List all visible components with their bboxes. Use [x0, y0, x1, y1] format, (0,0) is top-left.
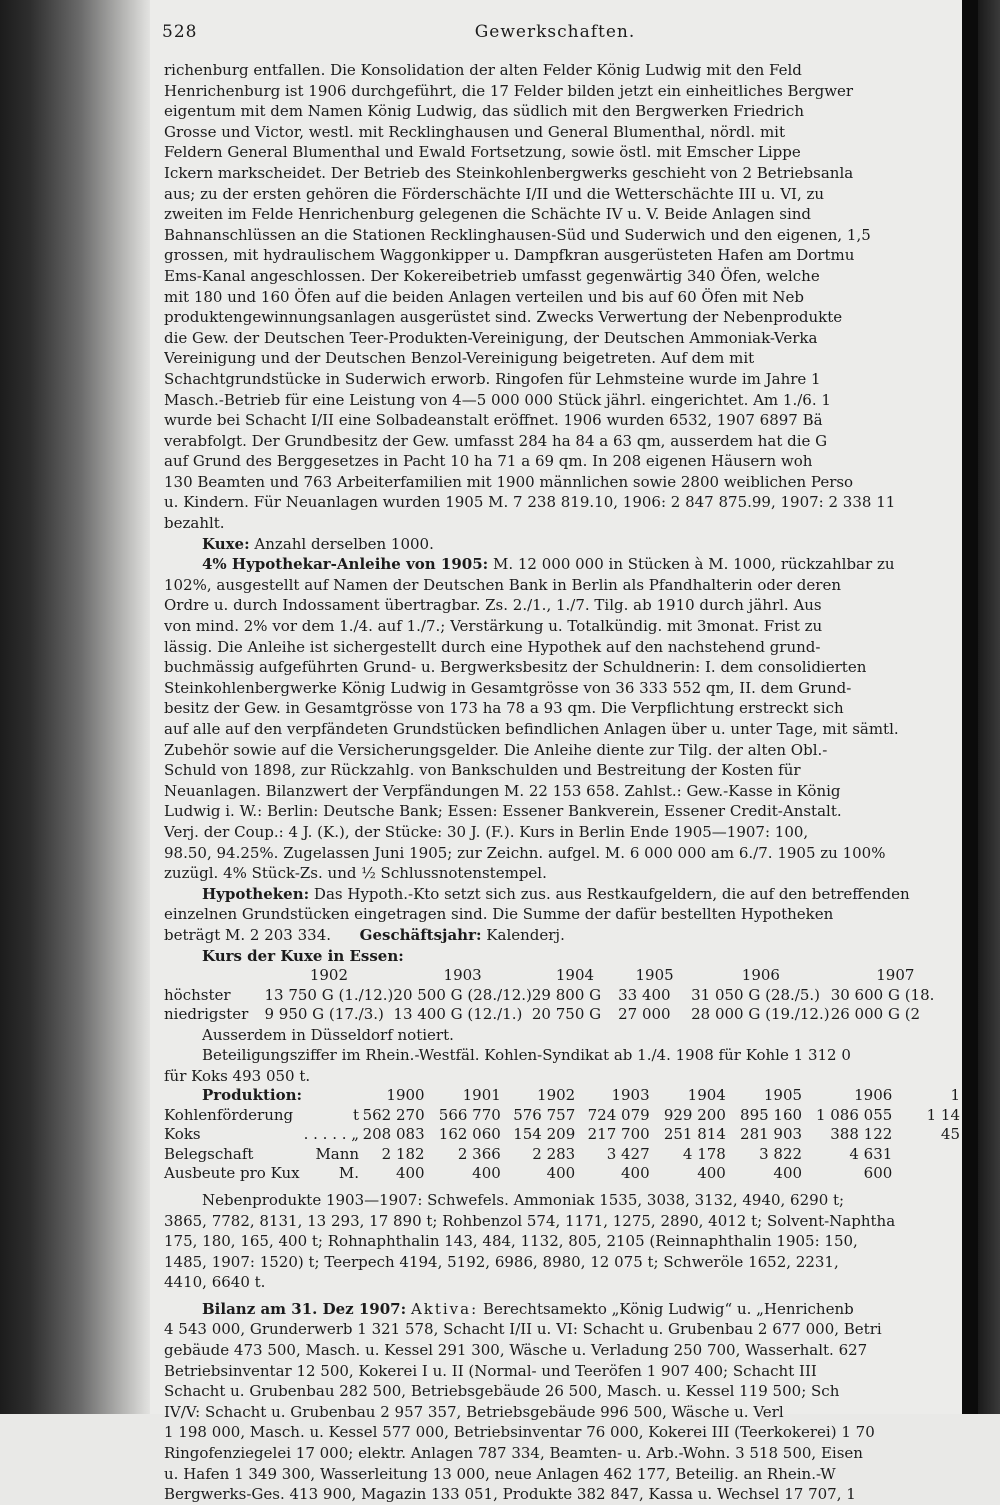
- konsolidation-line: bezahlt.: [164, 514, 225, 533]
- konsolidation-line: zweiten im Felde Henrichenburg gelegenen die Schächte IV u. V. Beide Anlagen sind: [164, 205, 812, 224]
- bilanz-line: IV/V: Schacht u. Grubenbau 2 957 357, Betriebsgebäude 996 500, Wäsche u. Verl: [164, 1402, 784, 1421]
- produktion-header-row: [164, 1086, 960, 1106]
- beteiligung-line-1: Beteiligungsziffer im Rhein.-Westfäl. Kohlen-Syndikat ab 1./4. 1908 für Kohle 1 312 0: [202, 1046, 851, 1065]
- produktion-table-body: [164, 1086, 960, 1184]
- konsolidation-line: Masch.-Betrieb für eine Leistung von 4—5 000 000 Stück jährl. eingerichtet. Am 1./6. 1: [164, 390, 831, 409]
- produktion-value: 895 160: [740, 1105, 803, 1124]
- produktion-year: 1905: [763, 1086, 803, 1105]
- aktiva-label: Aktiva:: [410, 1299, 479, 1318]
- kurs-value: 30 600 G (18.: [830, 985, 935, 1004]
- konsolidation-line: wurde bei Schacht I/II eine Solbadeanstalt eröffnet. 1906 wurden 6532, 1907 6897 Bä: [164, 411, 823, 430]
- anleihe-heading-line: [164, 554, 960, 575]
- anleihe-line: Verj. der Coup.: 4 J. (K.), der Stücke: 30 J. (F.). Kurs in Berlin Ende 1905—1907: 100,: [164, 822, 809, 841]
- bilanz-line: 4 543 000, Grunderwerb 1 321 578, Schacht I/II u. VI: Schacht u. Grubenbau 2 677 000, Betri: [164, 1320, 882, 1339]
- produktion-value: 400: [472, 1164, 501, 1183]
- produktion-unit: t: [353, 1105, 360, 1124]
- produktion-row: [164, 1125, 960, 1145]
- produktion-row-label: Kohlenförderung: [164, 1105, 294, 1124]
- anleihe-first: M. 12 000 000 in Stücken à M. 1000, rückzahlbar zu: [492, 555, 895, 574]
- produktion-value: 724 079: [587, 1105, 650, 1124]
- konsolidation-line: 130 Beamten und 763 Arbeiterfamilien mit 1900 männlichen sowie 2800 weiblichen Perso: [164, 472, 854, 491]
- konsolidation-line: produktengewinnungsanlagen ausgerüstet sind. Zwecks Verwertung der Nebenprodukte: [164, 308, 843, 327]
- anleihe-line: besitz der Gew. in Gesamtgrösse von 173 ha 78 a 93 qm. Die Verpflichtung erstreckt sich: [164, 699, 844, 718]
- anleihe-label: 4% Hypothekar-Anleihe von 1905:: [202, 555, 489, 574]
- kurs-year: 1907: [876, 966, 915, 985]
- produktion-value: 162 060: [438, 1125, 501, 1144]
- produktion-row-label: Belegschaft: [164, 1144, 254, 1163]
- konsolidation-line: aus; zu der ersten gehören die Förderschächte I/II und die Wetterschächte III u. VI, zu: [164, 184, 825, 203]
- kurs-value: 29 800 G: [531, 985, 602, 1004]
- kuxe-text: Anzahl derselben 1000.: [254, 534, 434, 553]
- kurs-value: 27 000: [618, 1005, 671, 1024]
- konsolidation-line: Bahnanschlüssen an die Stationen Recklinghausen-Süd und Suderwich und den eigenen, 1,5: [164, 225, 871, 244]
- produktion-row: [164, 1106, 960, 1126]
- anleihe-line: buchmässig aufgeführten Grund- u. Bergwerksbesitz der Schuldnerin: I. dem consolidierten: [164, 658, 867, 677]
- beteiligung-line-2: für Koks 493 050 t.: [164, 1066, 311, 1085]
- hypotheken-first: Das Hypoth.-Kto setzt sich zus. aus Restkaufgeldern, die auf den betreffenden: [313, 884, 910, 903]
- produktion-value: 208 083: [362, 1125, 425, 1144]
- geschaeftsjahr-value: Kalenderj.: [486, 925, 565, 944]
- produktion-table: [164, 1086, 960, 1184]
- running-title: Gewerkschaften.: [474, 22, 636, 42]
- produktion-value: 562 270: [362, 1105, 425, 1124]
- konsolidation-line: Schachtgrundstücke in Suderwich erworb. Ringofen für Lehmsteine wurde im Jahre 1: [164, 369, 821, 388]
- kurs-value: 13 750 G (1./12.): [264, 985, 394, 1004]
- produktion-value: 45: [940, 1125, 960, 1144]
- konsolidation-line: Ickern markscheidet. Der Betrieb des Steinkohlenbergwerks geschieht von 2 Betriebsanla: [164, 163, 854, 182]
- produktion-value: 576 757: [513, 1105, 576, 1124]
- produktion-value: 3 427: [606, 1144, 650, 1163]
- anleihe-line: 102%, ausgestellt auf Namen der Deutschen Bank in Berlin als Pfandhalterin oder deren: [164, 575, 841, 594]
- scan-left-edge: [0, 0, 150, 1414]
- hypotheken-label: Hypotheken:: [202, 884, 310, 903]
- produktion-value: 154 209: [513, 1125, 576, 1144]
- hypotheken-amount: beträgt M. 2 203 334.: [164, 925, 332, 944]
- produktion-value: 388 122: [830, 1125, 893, 1144]
- nebenprodukte-line: 175, 180, 165, 400 t; Rohnaphthalin 143, 484, 1132, 805, 2105 (Reinnaphthalin 1905: 150,: [164, 1232, 858, 1251]
- anleihe-line: von mind. 2% vor dem 1./4. auf 1./7.; Verstärkung u. Totalkündig. mit 3monat. Frist zu: [164, 617, 823, 636]
- kurs-year: 1903: [443, 966, 482, 985]
- konsolidation-line: Feldern General Blumenthal und Ewald Fortsetzung, sowie östl. mit Emscher Lippe: [164, 143, 801, 162]
- produktion-value: 2 182: [381, 1144, 425, 1163]
- produktion-value: 251 814: [663, 1125, 726, 1144]
- nebenprodukte-line: 3865, 7782, 8131, 13 293, 17 890 t; Rohbenzol 574, 1171, 1275, 2890, 4012 t; Solvent-Naphtha: [164, 1211, 896, 1230]
- produktion-year: 1900: [386, 1086, 425, 1105]
- anleihe-line: zuzügl. 4% Stück-Zs. und ½ Schlussnotenstempel.: [164, 864, 547, 883]
- adjacent-page-sliver: [978, 0, 1000, 1414]
- konsolidation-line: Henrichenburg ist 1906 durchgeführt, die 17 Felder bilden jetzt ein einheitliches Bergwer: [164, 81, 854, 100]
- paragraph-anleihe: [164, 575, 960, 884]
- kurs-year: 1906: [741, 966, 780, 985]
- produktion-unit: Mann: [315, 1144, 360, 1163]
- anleihe-line: Zubehör sowie auf die Versicherungsgelder. Die Anleihe diente zur Tilg. der alten Obl.-: [164, 740, 828, 759]
- produktion-row: [164, 1164, 960, 1184]
- produktion-value: 2 366: [457, 1144, 501, 1163]
- bilanz-label: Bilanz am 31. Dez 1907:: [202, 1299, 407, 1318]
- produktion-value: 1 14: [926, 1105, 960, 1124]
- konsolidation-line: auf Grund des Berggesetzes in Pacht 10 ha 71 a 69 qm. In 208 eigenen Häusern woh: [164, 452, 813, 471]
- document-page: [150, 0, 962, 1504]
- produktion-value: 929 200: [663, 1105, 726, 1124]
- kurs-value: 26 000 G (2: [830, 1005, 921, 1024]
- kurs-row: [164, 986, 960, 1006]
- kurs-table: [164, 966, 960, 1025]
- bilanz-line: Schacht u. Grubenbau 282 500, Betriebsgebäude 26 500, Masch. u. Kessel 119 500; Sch: [164, 1382, 840, 1401]
- konsolidation-line: Ems-Kanal angeschlossen. Der Kokereibetrieb umfasst gegenwärtig 340 Öfen, welche: [164, 266, 820, 285]
- bilanz-line: 1 198 000, Masch. u. Kessel 577 000, Betriebsinventar 76 000, Kokerei III (Teerkokerei) 1 70: [164, 1423, 875, 1442]
- anleihe-line: Ordre u. durch Indossament übertragbar. Zs. 2./1., 1./7. Tilg. ab 1910 durch jährl. Aus: [164, 596, 822, 615]
- produktion-value: 400: [697, 1164, 726, 1183]
- produktion-label: Produktion:: [202, 1086, 303, 1105]
- anleihe-line: 98.50, 94.25%. Zugelassen Juni 1905; zur Zeichn. aufgel. M. 6 000 000 am 6./7. 1905 zu 100%: [164, 843, 886, 862]
- produktion-value: 2 283: [532, 1144, 576, 1163]
- produktion-unit: M.: [338, 1164, 360, 1183]
- kurs-note: Ausserdem in Düsseldorf notiert.: [202, 1025, 454, 1044]
- kurs-value: 28 000 G (19./12.): [691, 1005, 830, 1024]
- produktion-year: 1904: [687, 1086, 726, 1105]
- kurs-value: 20 500 G (28./12.): [393, 985, 532, 1004]
- page-number: 528: [162, 22, 198, 42]
- geschaeftsjahr-label: Geschäftsjahr:: [359, 925, 482, 944]
- konsolidation-line: die Gew. der Deutschen Teer-Produkten-Vereinigung, der Deutschen Ammoniak-Verka: [164, 328, 818, 347]
- produktion-unit: . . . . . „: [303, 1125, 360, 1144]
- bilanz-first: Berechtsamekto „König Ludwig“ u. „Henrichenb: [482, 1299, 854, 1318]
- kurs-row: [164, 1005, 960, 1025]
- paragraph-nebenprodukte: [164, 1190, 960, 1293]
- body-text: [164, 60, 960, 1505]
- produktion-value: 400: [395, 1164, 425, 1183]
- kurs-value: 20 750 G: [531, 1005, 602, 1024]
- nebenprodukte-line: 4410, 6640 t.: [164, 1273, 266, 1292]
- produktion-year: 1906: [854, 1086, 893, 1105]
- produktion-value: 566 770: [438, 1105, 501, 1124]
- kurs-year: 1902: [309, 966, 349, 985]
- nebenprodukte-line: Nebenprodukte 1903—1907: Schwefels. Ammoniak 1535, 3038, 3132, 4940, 6290 t;: [202, 1190, 845, 1209]
- kuxe-line: [164, 534, 960, 555]
- produktion-value: 4 178: [682, 1144, 726, 1163]
- kurs-value: 13 400 G (12./1.): [393, 1005, 523, 1024]
- produktion-value: 400: [773, 1164, 803, 1183]
- kurs-value: 33 400: [618, 985, 671, 1004]
- produktion-row-label: Koks: [164, 1125, 201, 1144]
- produktion-value: 1 086 055: [815, 1105, 893, 1124]
- hypotheken-line-2: einzelnen Grundstücken eingetragen sind. Die Summe der dafür bestellten Hypotheken: [164, 905, 834, 924]
- produktion-value: 217 700: [587, 1125, 650, 1144]
- kurs-header-row: [164, 966, 960, 986]
- hypotheken-heading-line: [164, 884, 960, 905]
- konsolidation-line: Grosse und Victor, westl. mit Recklinghausen und General Blumenthal, nördl. mit: [164, 122, 785, 141]
- produktion-value: [892, 1164, 960, 1184]
- konsolidation-line: verabfolgt. Der Grundbesitz der Gew. umfasst 284 ha 84 a 63 qm, ausserdem hat die G: [164, 431, 828, 450]
- produktion-value: 4 631: [849, 1144, 893, 1163]
- produktion-row-label: Ausbeute pro Kux: [164, 1164, 300, 1183]
- produktion-value: 281 903: [740, 1125, 803, 1144]
- konsolidation-line: richenburg entfallen. Die Konsolidation der alten Felder König Ludwig mit den Feld: [164, 61, 802, 79]
- produktion-value: 600: [863, 1164, 893, 1183]
- hypotheken-line-3: [164, 925, 960, 946]
- kurs-year: 1905: [635, 966, 674, 985]
- konsolidation-line: eigentum mit dem Namen König Ludwig, das südlich mit den Bergwerken Friedrich: [164, 102, 804, 121]
- paragraph-bilanz: [164, 1319, 960, 1504]
- kurs-title: Kurs der Kuxe in Essen:: [202, 946, 404, 965]
- produktion-value: [892, 1145, 960, 1165]
- anleihe-line: Ludwig i. W.: Berlin: Deutsche Bank; Essen: Essener Bankverein, Essener Credit-Anstalt.: [164, 802, 842, 821]
- kurs-value: 9 950 G (17./3.): [264, 1005, 384, 1024]
- bilanz-line: u. Hafen 1 349 300, Wasserleitung 13 000, neue Anlagen 462 177, Beteilig. an Rhein.-W: [164, 1464, 836, 1483]
- bilanz-line: gebäude 473 500, Masch. u. Kessel 291 300, Wäsche u. Verladung 250 700, Wasserhalt. 627: [164, 1341, 868, 1360]
- produktion-year: 1902: [537, 1086, 576, 1105]
- produktion-year: 1: [950, 1086, 960, 1105]
- produktion-value: 3 822: [759, 1144, 803, 1163]
- bilanz-heading-line: [164, 1299, 960, 1320]
- anleihe-line: Schuld von 1898, zur Rückzahlg. von Bankschulden und Bestreitung der Kosten für: [164, 761, 801, 780]
- kurs-row-label: höchster: [164, 985, 231, 1004]
- bilanz-line: Bergwerks-Ges. 413 900, Magazin 133 051, Produkte 382 847, Kassa u. Wechsel 17 707, 1: [164, 1485, 856, 1504]
- kurs-value: 31 050 G (28./5.): [691, 985, 821, 1004]
- konsolidation-line: Vereinigung und der Deutschen Benzol-Vereinigung beigetreten. Auf dem mit: [164, 349, 755, 368]
- anleihe-line: Steinkohlenbergwerke König Ludwig in Gesamtgrösse von 36 333 552 qm, II. dem Grund-: [164, 678, 852, 697]
- paragraph-konsolidation: [164, 60, 960, 534]
- konsolidation-line: mit 180 und 160 Öfen auf die beiden Anlagen verteilen und bis auf 60 Öfen mit Neb: [164, 287, 804, 306]
- bilanz-line: Betriebsinventar 12 500, Kokerei I u. II (Normal- und Teeröfen 1 907 400; Schacht III: [164, 1361, 817, 1380]
- produktion-value: 400: [621, 1164, 650, 1183]
- produktion-year: 1901: [462, 1086, 501, 1105]
- kurs-row-label: niedrigster: [164, 1005, 249, 1024]
- kuxe-label: Kuxe:: [202, 534, 250, 553]
- bilanz-line: Ringofenziegelei 17 000; elektr. Anlagen 787 334, Beamten- u. Arb.-Wohn. 3 518 500, Eisen: [164, 1444, 863, 1463]
- anleihe-line: lässig. Die Anleihe ist sichergestellt durch eine Hypothek auf den nachstehend grund-: [164, 637, 821, 656]
- produktion-value: 400: [546, 1164, 576, 1183]
- anleihe-line: Neuanlagen. Bilanzwert der Verpfändungen M. 22 153 658. Zahlst.: Gew.-Kasse in König: [164, 781, 841, 800]
- produktion-row: [164, 1145, 960, 1165]
- anleihe-line: auf alle auf den verpfändeten Grundstücken befindlichen Anlagen über u. unter Tage, mit sämtl.: [164, 720, 899, 738]
- kurs-corner: [164, 966, 264, 986]
- konsolidation-line: grossen, mit hydraulischem Waggonkipper u. Dampfkran ausgerüsteten Hafen am Dortmu: [164, 246, 855, 265]
- kurs-year: 1904: [555, 966, 595, 985]
- produktion-year: 1903: [611, 1086, 650, 1105]
- nebenprodukte-line: 1485, 1907: 1520) t; Teerpech 4194, 5192, 6986, 8980, 12 075 t; Schweröle 1652, 2231,: [164, 1252, 839, 1271]
- kurs-table-body: [164, 966, 960, 1025]
- page-header: [160, 22, 950, 48]
- konsolidation-line: u. Kindern. Für Neuanlagen wurden 1905 M. 7 238 819.10, 1906: 2 847 875.99, 1907: 2 338 11: [164, 493, 896, 512]
